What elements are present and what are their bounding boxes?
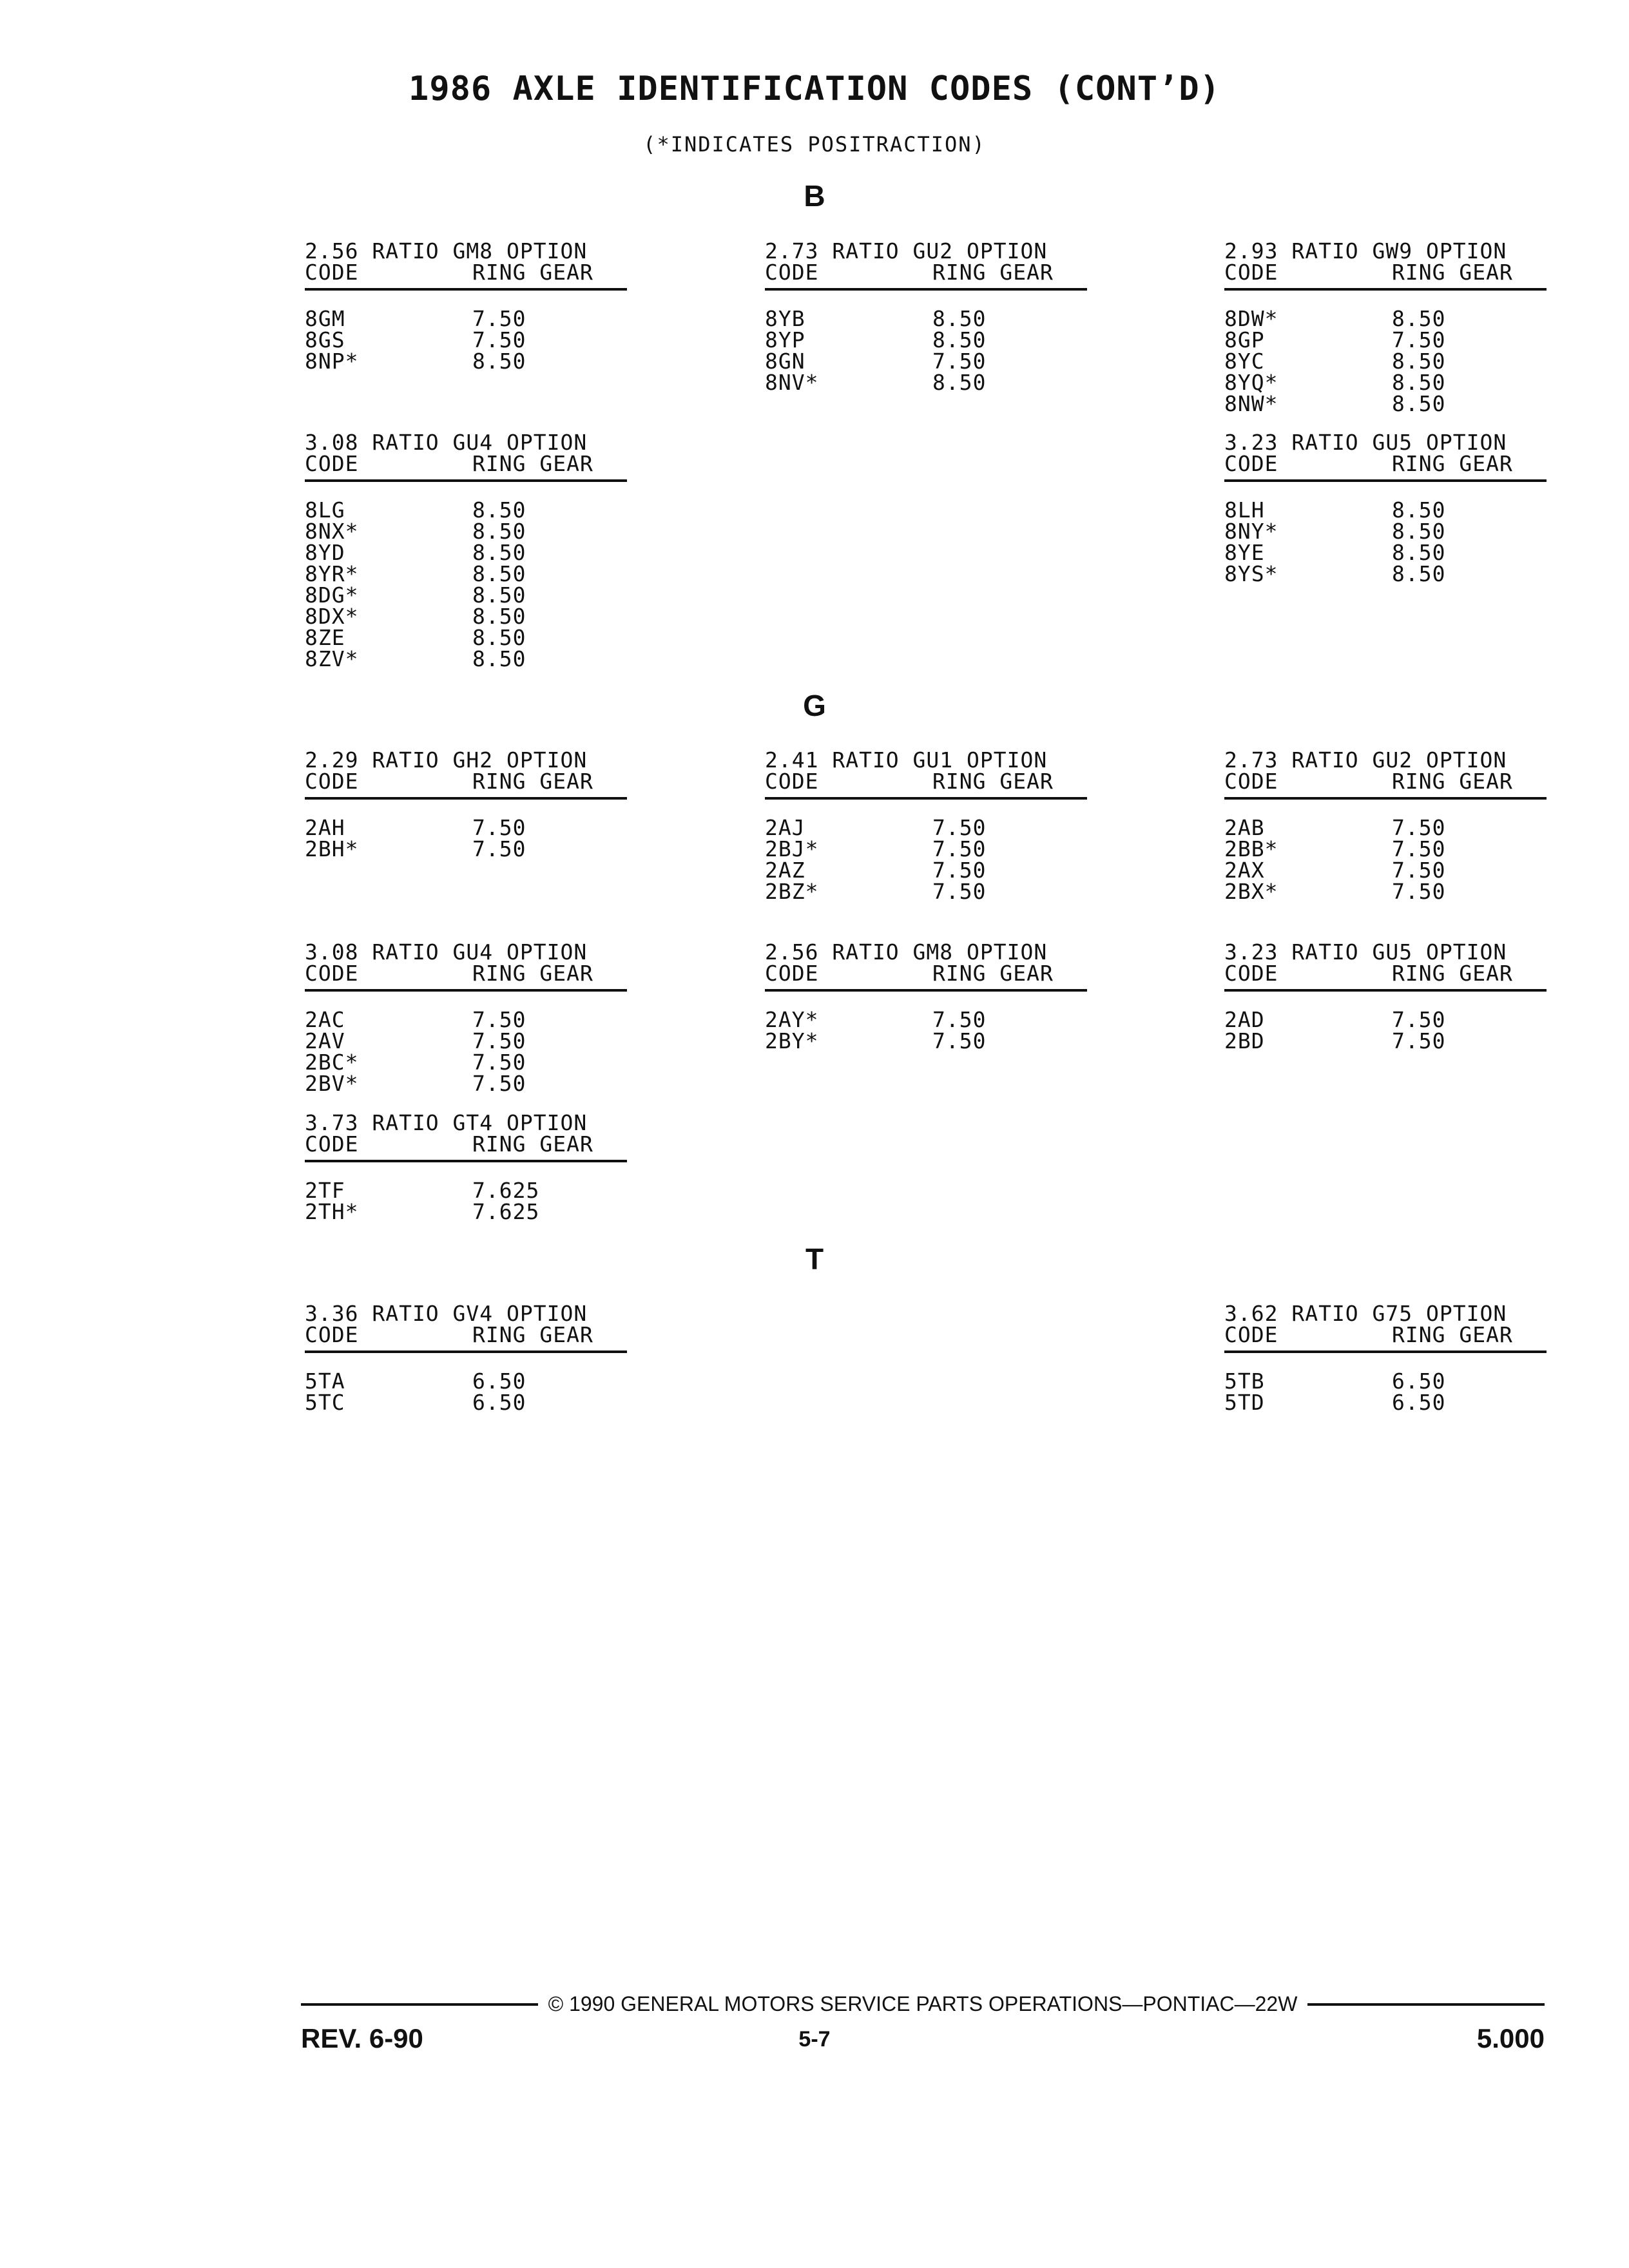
column-headers bbox=[1224, 771, 1547, 792]
axle-table bbox=[305, 749, 627, 860]
header-rule bbox=[765, 797, 1087, 800]
ring-gear-size: 8.50 bbox=[1392, 306, 1446, 331]
ring-gear-size: 8.50 bbox=[1392, 540, 1446, 565]
ring-gear-size: 8.50 bbox=[472, 349, 526, 374]
ring-gear-size: 7.50 bbox=[472, 1071, 526, 1096]
ring-gear-size: 8.50 bbox=[932, 370, 987, 395]
axle-table bbox=[765, 240, 1087, 393]
ratio-option-heading: 2.56 RATIO GM8 OPTION bbox=[765, 939, 1048, 965]
ring-gear-size: 7.50 bbox=[1392, 1007, 1446, 1032]
ratio-option-heading: 3.08 RATIO GU4 OPTION bbox=[305, 430, 588, 455]
ratio-option-heading: 2.29 RATIO GH2 OPTION bbox=[305, 747, 588, 773]
table-row bbox=[305, 627, 627, 648]
ratio-option-heading: 2.93 RATIO GW9 OPTION bbox=[1224, 238, 1507, 264]
header-rule bbox=[1224, 479, 1547, 482]
ring-gear-size: 8.50 bbox=[472, 625, 526, 650]
header-rule bbox=[305, 1160, 627, 1162]
footer-rule-right bbox=[1307, 2003, 1545, 2006]
column-headers bbox=[305, 771, 627, 792]
ring-gear-size: 8.50 bbox=[1392, 497, 1446, 523]
axle-code: 2AC bbox=[305, 1007, 345, 1032]
ring-gear-size: 7.50 bbox=[472, 1050, 526, 1075]
column-headers bbox=[765, 771, 1087, 792]
axle-code: 8ZE bbox=[305, 625, 345, 650]
code-column-header: CODE bbox=[305, 769, 359, 794]
table-row bbox=[1224, 563, 1547, 584]
code-column-header: CODE bbox=[305, 260, 359, 285]
table-row bbox=[1224, 329, 1547, 351]
ring-gear-size: 6.50 bbox=[1392, 1390, 1446, 1415]
ring-gear-size: 8.50 bbox=[1392, 370, 1446, 395]
header-rule bbox=[1224, 288, 1547, 291]
ring-gear-column-header: RING GEAR bbox=[1392, 260, 1513, 285]
axle-code: 2BZ* bbox=[765, 879, 819, 904]
ring-gear-size: 8.50 bbox=[472, 519, 526, 544]
ring-gear-column-header: RING GEAR bbox=[472, 1322, 593, 1347]
code-column-header: CODE bbox=[305, 451, 359, 476]
code-column-header: CODE bbox=[305, 1131, 359, 1157]
header-rule bbox=[1224, 989, 1547, 992]
axle-code: 5TC bbox=[305, 1390, 345, 1415]
section-letter-b: B bbox=[804, 179, 825, 213]
ring-gear-size: 8.50 bbox=[472, 561, 526, 586]
header-rule bbox=[305, 1350, 627, 1353]
column-headers bbox=[765, 963, 1087, 984]
table-row bbox=[1224, 499, 1547, 521]
axle-table bbox=[1224, 432, 1547, 584]
column-headers bbox=[305, 1324, 627, 1345]
section-letter-t: T bbox=[805, 1242, 824, 1276]
axle-code: 8DW* bbox=[1224, 306, 1278, 331]
page-title: 1986 AXLE IDENTIFICATION CODES (CONT’D) bbox=[409, 70, 1220, 108]
axle-code: 2BH* bbox=[305, 836, 359, 861]
axle-code: 8LH bbox=[1224, 497, 1265, 523]
ring-gear-size: 7.50 bbox=[472, 1007, 526, 1032]
ring-gear-column-header: RING GEAR bbox=[472, 260, 593, 285]
axle-code: 2BX* bbox=[1224, 879, 1278, 904]
ring-gear-size: 7.625 bbox=[472, 1178, 540, 1203]
table-row bbox=[765, 308, 1087, 329]
ring-gear-size: 7.50 bbox=[472, 836, 526, 861]
axle-table bbox=[1224, 240, 1547, 414]
axle-code: 8NP* bbox=[305, 349, 359, 374]
ring-gear-size: 8.50 bbox=[472, 646, 526, 671]
ring-gear-column-header: RING GEAR bbox=[472, 961, 593, 986]
code-column-header: CODE bbox=[1224, 1322, 1278, 1347]
table-row bbox=[305, 308, 627, 329]
ring-gear-size: 7.50 bbox=[1392, 1028, 1446, 1053]
ring-gear-size: 7.50 bbox=[1392, 836, 1446, 861]
ring-gear-size: 7.50 bbox=[1392, 879, 1446, 904]
table-row bbox=[1224, 542, 1547, 563]
ratio-option-heading: 2.73 RATIO GU2 OPTION bbox=[1224, 747, 1507, 773]
axle-code: 2AV bbox=[305, 1028, 345, 1053]
table-row bbox=[305, 1370, 627, 1392]
ring-gear-column-header: RING GEAR bbox=[932, 769, 1054, 794]
header-rule bbox=[765, 288, 1087, 291]
ring-gear-column-header: RING GEAR bbox=[1392, 1322, 1513, 1347]
axle-code: 8NX* bbox=[305, 519, 359, 544]
ring-gear-size: 7.50 bbox=[932, 1007, 987, 1032]
axle-code: 8GS bbox=[305, 327, 345, 352]
axle-code: 8YC bbox=[1224, 349, 1265, 374]
ring-gear-size: 7.50 bbox=[472, 1028, 526, 1053]
table-row bbox=[305, 521, 627, 542]
table-row bbox=[1224, 1030, 1547, 1052]
table-row bbox=[305, 1030, 627, 1052]
ring-gear-size: 7.50 bbox=[472, 815, 526, 840]
column-headers bbox=[305, 963, 627, 984]
table-row bbox=[1224, 817, 1547, 838]
ring-gear-size: 7.50 bbox=[932, 815, 987, 840]
table-row bbox=[765, 351, 1087, 372]
document-number: 5.000 bbox=[1476, 2023, 1545, 2053]
table-row bbox=[1224, 1392, 1547, 1413]
ring-gear-size: 8.50 bbox=[1392, 519, 1446, 544]
page-number: 5-7 bbox=[798, 2027, 831, 2052]
axle-code: 8YP bbox=[765, 327, 805, 352]
code-column-header: CODE bbox=[1224, 260, 1278, 285]
table-row bbox=[305, 1009, 627, 1030]
table-row bbox=[765, 881, 1087, 902]
table-row bbox=[1224, 838, 1547, 860]
table-row bbox=[1224, 1009, 1547, 1030]
ring-gear-size: 7.50 bbox=[932, 879, 987, 904]
page-subtitle: (*INDICATES POSITRACTION) bbox=[643, 132, 986, 157]
table-row bbox=[305, 563, 627, 584]
axle-table bbox=[305, 432, 627, 669]
header-rule bbox=[1224, 1350, 1547, 1353]
code-column-header: CODE bbox=[765, 961, 819, 986]
axle-code: 2AY* bbox=[765, 1007, 819, 1032]
axle-code: 5TD bbox=[1224, 1390, 1265, 1415]
table-row bbox=[765, 1009, 1087, 1030]
column-headers bbox=[305, 1133, 627, 1155]
axle-code: 8YD bbox=[305, 540, 345, 565]
table-row bbox=[305, 584, 627, 606]
axle-code: 5TA bbox=[305, 1369, 345, 1394]
axle-code: 2AX bbox=[1224, 858, 1265, 883]
axle-table bbox=[305, 941, 627, 1094]
axle-code: 8YQ* bbox=[1224, 370, 1278, 395]
axle-code: 8GN bbox=[765, 349, 805, 374]
ratio-option-heading: 2.56 RATIO GM8 OPTION bbox=[305, 238, 588, 264]
ring-gear-size: 8.50 bbox=[1392, 391, 1446, 416]
axle-code: 8NY* bbox=[1224, 519, 1278, 544]
table-row bbox=[765, 329, 1087, 351]
table-row bbox=[765, 860, 1087, 881]
table-row bbox=[1224, 1370, 1547, 1392]
ring-gear-size: 8.50 bbox=[932, 327, 987, 352]
table-row bbox=[1224, 860, 1547, 881]
table-row bbox=[305, 648, 627, 669]
ring-gear-column-header: RING GEAR bbox=[932, 260, 1054, 285]
footer-copyright: © 1990 GENERAL MOTORS SERVICE PARTS OPERATIONS—PONTIAC—22W bbox=[548, 1992, 1298, 2015]
table-row bbox=[305, 838, 627, 860]
ratio-option-heading: 3.62 RATIO G75 OPTION bbox=[1224, 1301, 1507, 1326]
table-row bbox=[305, 1201, 627, 1222]
ring-gear-size: 6.50 bbox=[472, 1369, 526, 1394]
column-headers bbox=[765, 262, 1087, 283]
ring-gear-size: 7.50 bbox=[932, 858, 987, 883]
axle-table bbox=[765, 941, 1087, 1052]
axle-code: 8NW* bbox=[1224, 391, 1278, 416]
ring-gear-size: 7.50 bbox=[1392, 327, 1446, 352]
ring-gear-column-header: RING GEAR bbox=[1392, 769, 1513, 794]
header-rule bbox=[305, 479, 627, 482]
table-row bbox=[765, 817, 1087, 838]
axle-table bbox=[1224, 1303, 1547, 1413]
code-column-header: CODE bbox=[1224, 769, 1278, 794]
table-row bbox=[305, 1052, 627, 1073]
table-row bbox=[305, 499, 627, 521]
ring-gear-size: 7.625 bbox=[472, 1199, 540, 1224]
axle-code: 8YS* bbox=[1224, 561, 1278, 586]
table-row bbox=[305, 351, 627, 372]
column-headers bbox=[1224, 453, 1547, 474]
header-rule bbox=[305, 989, 627, 992]
axle-code: 8DX* bbox=[305, 604, 359, 629]
code-column-header: CODE bbox=[765, 260, 819, 285]
table-row bbox=[1224, 351, 1547, 372]
axle-code: 2BJ* bbox=[765, 836, 819, 861]
revision-label: REV. 6-90 bbox=[301, 2023, 423, 2053]
axle-code: 2AH bbox=[305, 815, 345, 840]
axle-table bbox=[305, 1303, 627, 1413]
header-rule bbox=[305, 288, 627, 291]
ring-gear-size: 8.50 bbox=[472, 540, 526, 565]
table-row bbox=[1224, 308, 1547, 329]
ring-gear-size: 7.50 bbox=[932, 349, 987, 374]
ring-gear-size: 8.50 bbox=[472, 582, 526, 608]
ring-gear-size: 7.50 bbox=[472, 327, 526, 352]
ring-gear-column-header: RING GEAR bbox=[472, 1131, 593, 1157]
column-headers bbox=[305, 262, 627, 283]
section-letter-g: G bbox=[803, 689, 826, 722]
axle-table bbox=[305, 240, 627, 372]
footer-copyright-line bbox=[301, 1992, 1545, 2016]
ratio-option-heading: 3.23 RATIO GU5 OPTION bbox=[1224, 939, 1507, 965]
ring-gear-column-header: RING GEAR bbox=[472, 451, 593, 476]
axle-code: 5TB bbox=[1224, 1369, 1265, 1394]
table-row bbox=[305, 1392, 627, 1413]
axle-code: 8LG bbox=[305, 497, 345, 523]
column-headers bbox=[1224, 963, 1547, 984]
table-row bbox=[765, 372, 1087, 393]
ring-gear-size: 6.50 bbox=[472, 1390, 526, 1415]
axle-code: 2BV* bbox=[305, 1071, 359, 1096]
axle-code: 2AD bbox=[1224, 1007, 1265, 1032]
column-headers bbox=[305, 453, 627, 474]
table-row bbox=[305, 1180, 627, 1201]
axle-code: 2AZ bbox=[765, 858, 805, 883]
table-row bbox=[305, 1073, 627, 1094]
code-column-header: CODE bbox=[305, 1322, 359, 1347]
header-rule bbox=[765, 989, 1087, 992]
code-column-header: CODE bbox=[1224, 961, 1278, 986]
ratio-option-heading: 2.73 RATIO GU2 OPTION bbox=[765, 238, 1048, 264]
ring-gear-column-header: RING GEAR bbox=[472, 769, 593, 794]
axle-code: 8YB bbox=[765, 306, 805, 331]
code-column-header: CODE bbox=[305, 961, 359, 986]
ring-gear-size: 6.50 bbox=[1392, 1369, 1446, 1394]
table-row bbox=[1224, 521, 1547, 542]
ring-gear-size: 8.50 bbox=[472, 604, 526, 629]
axle-code: 2AB bbox=[1224, 815, 1265, 840]
ring-gear-size: 8.50 bbox=[932, 306, 987, 331]
ring-gear-size: 7.50 bbox=[472, 306, 526, 331]
table-row bbox=[305, 817, 627, 838]
ring-gear-size: 8.50 bbox=[1392, 349, 1446, 374]
column-headers bbox=[1224, 262, 1547, 283]
table-row bbox=[1224, 393, 1547, 414]
code-column-header: CODE bbox=[765, 769, 819, 794]
axle-code: 2BC* bbox=[305, 1050, 359, 1075]
table-row bbox=[305, 329, 627, 351]
code-column-header: CODE bbox=[1224, 451, 1278, 476]
ratio-option-heading: 3.73 RATIO GT4 OPTION bbox=[305, 1110, 588, 1135]
column-headers bbox=[1224, 1324, 1547, 1345]
ring-gear-column-header: RING GEAR bbox=[1392, 961, 1513, 986]
ring-gear-size: 7.50 bbox=[1392, 858, 1446, 883]
axle-code: 2TH* bbox=[305, 1199, 359, 1224]
ratio-option-heading: 3.23 RATIO GU5 OPTION bbox=[1224, 430, 1507, 455]
ring-gear-size: 8.50 bbox=[472, 497, 526, 523]
table-row bbox=[305, 542, 627, 563]
ring-gear-size: 7.50 bbox=[1392, 815, 1446, 840]
ring-gear-column-header: RING GEAR bbox=[1392, 451, 1513, 476]
ratio-option-heading: 2.41 RATIO GU1 OPTION bbox=[765, 747, 1048, 773]
axle-code: 8YR* bbox=[305, 561, 359, 586]
axle-code: 8GP bbox=[1224, 327, 1265, 352]
axle-table bbox=[1224, 749, 1547, 902]
table-row bbox=[765, 1030, 1087, 1052]
footer-rule-left bbox=[301, 2003, 538, 2006]
axle-table bbox=[1224, 941, 1547, 1052]
ring-gear-size: 7.50 bbox=[932, 836, 987, 861]
ring-gear-size: 7.50 bbox=[932, 1028, 987, 1053]
axle-code: 2BY* bbox=[765, 1028, 819, 1053]
axle-code: 2BD bbox=[1224, 1028, 1265, 1053]
ratio-option-heading: 3.08 RATIO GU4 OPTION bbox=[305, 939, 588, 965]
table-row bbox=[765, 838, 1087, 860]
header-rule bbox=[305, 797, 627, 800]
axle-table bbox=[305, 1112, 627, 1222]
axle-code: 8ZV* bbox=[305, 646, 359, 671]
ring-gear-size: 8.50 bbox=[1392, 561, 1446, 586]
table-row bbox=[1224, 881, 1547, 902]
axle-code: 8NV* bbox=[765, 370, 819, 395]
axle-code: 8DG* bbox=[305, 582, 359, 608]
ratio-option-heading: 3.36 RATIO GV4 OPTION bbox=[305, 1301, 588, 1326]
table-row bbox=[305, 606, 627, 627]
table-row bbox=[1224, 372, 1547, 393]
axle-code: 8YE bbox=[1224, 540, 1265, 565]
ring-gear-column-header: RING GEAR bbox=[932, 961, 1054, 986]
axle-code: 2AJ bbox=[765, 815, 805, 840]
axle-code: 2BB* bbox=[1224, 836, 1278, 861]
header-rule bbox=[1224, 797, 1547, 800]
axle-table bbox=[765, 749, 1087, 902]
axle-code: 2TF bbox=[305, 1178, 345, 1203]
axle-code: 8GM bbox=[305, 306, 345, 331]
